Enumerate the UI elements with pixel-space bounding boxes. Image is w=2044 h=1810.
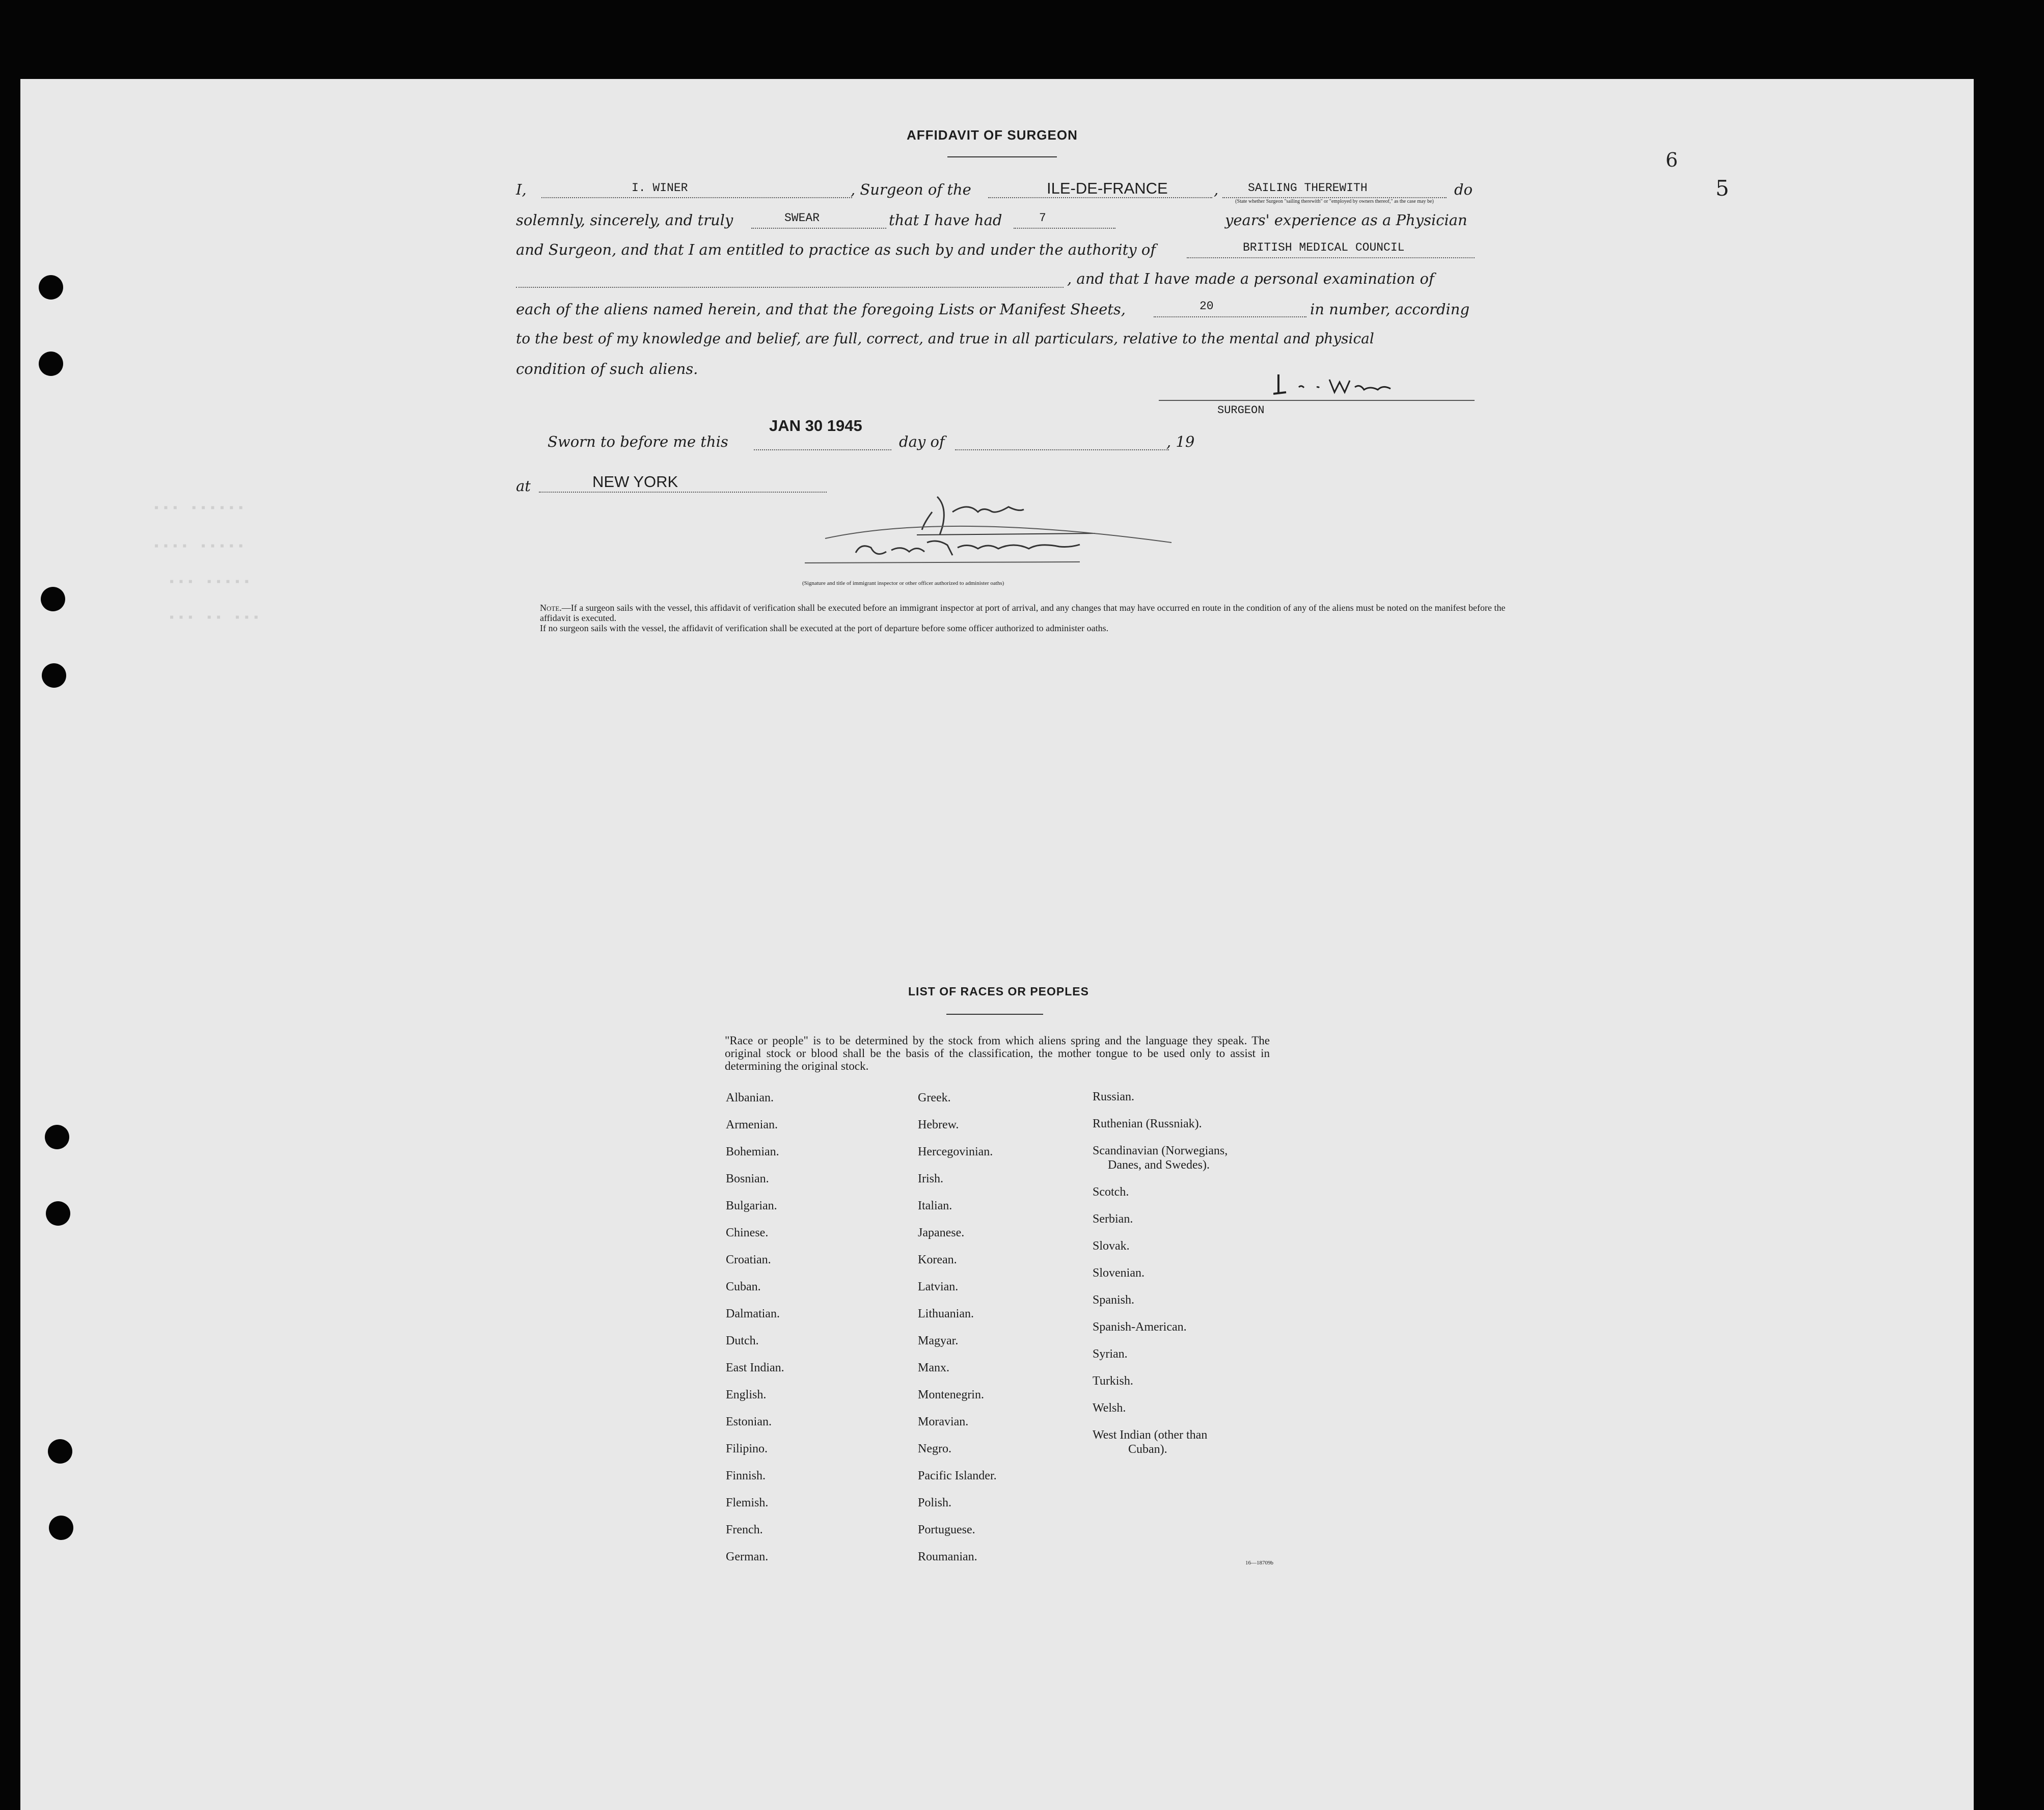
- affidavit-text: , and that I have made a personal examination of: [1067, 270, 1434, 287]
- race-item: French.: [726, 1523, 763, 1536]
- binder-hole: [41, 587, 65, 611]
- races-column-2: [918, 1091, 997, 1577]
- affidavit-text: and Surgeon, and that I am entitled to practice as such by and under the authority of: [516, 241, 1156, 258]
- affidavit-text: condition of such aliens.: [516, 360, 698, 377]
- month-line: [955, 449, 1169, 450]
- race-item: Manx.: [918, 1361, 949, 1374]
- race-item: Danes, and Swedes).: [1108, 1158, 1210, 1172]
- race-item: Finnish.: [726, 1469, 766, 1482]
- race-item: Flemish.: [726, 1496, 769, 1509]
- race-item: Irish.: [918, 1172, 943, 1185]
- surgeon-name-line: [541, 197, 852, 198]
- race-item: Slovenian.: [1093, 1266, 1144, 1280]
- race-item: Spanish.: [1093, 1293, 1135, 1307]
- sworn-date-stamp: JAN 30 1945: [769, 417, 862, 435]
- bleed-through: ▪▪▪ ▪▪▪▪▪: [168, 576, 253, 589]
- race-item: Korean.: [918, 1253, 957, 1266]
- place-stamp: NEW YORK: [592, 473, 678, 491]
- binder-hole: [49, 1516, 73, 1540]
- affidavit-title: AFFIDAVIT OF SURGEON: [907, 127, 1078, 143]
- at-label: at: [516, 477, 531, 495]
- note-text-2: If no surgeon sails with the vessel, the affidavit of verification shall be executed at the port of departure before some officer authorized to administer oaths.: [540, 623, 1109, 633]
- race-item: German.: [726, 1550, 769, 1563]
- binder-hole: [45, 1125, 69, 1149]
- affidavit-text: , Surgeon of the: [851, 181, 971, 198]
- sworn-text: day of: [899, 433, 945, 450]
- race-item: Lithuanian.: [918, 1307, 974, 1320]
- race-item: Armenian.: [726, 1118, 778, 1131]
- race-item: Croatian.: [726, 1253, 771, 1266]
- race-item: Dalmatian.: [726, 1307, 780, 1320]
- race-item: Bohemian.: [726, 1145, 779, 1158]
- place-line: [539, 492, 827, 493]
- races-column-1: [726, 1091, 784, 1577]
- note-label: Note.: [540, 603, 562, 613]
- affidavit-text: to the best of my knowledge and belief, are full, correct, and true in all particulars, relative to the mental and physical: [516, 330, 1374, 347]
- affidavit-text: ,: [1214, 181, 1219, 198]
- sheet-count: 20: [1200, 300, 1214, 313]
- sheet-count-line: [1154, 316, 1306, 317]
- sailing-status-note: (State whether Surgeon "sailing therewith" or "employed by owners thereof," as the case may be): [1235, 199, 1434, 204]
- race-item: Ruthenian (Russniak).: [1093, 1117, 1202, 1130]
- authority: BRITISH MEDICAL COUNCIL: [1243, 241, 1405, 254]
- race-item: Scandinavian (Norwegians,: [1093, 1144, 1228, 1157]
- ship-name: ILE-DE-FRANCE: [1047, 179, 1168, 197]
- binder-hole: [39, 275, 63, 300]
- race-item: Cuban.: [726, 1280, 761, 1293]
- surgeon-label: SURGEON: [1217, 404, 1265, 417]
- race-item: Scotch.: [1093, 1185, 1129, 1199]
- surgeon-signature-line: [1159, 400, 1475, 401]
- years-line: [1014, 228, 1115, 229]
- affidavit-text: that I have had: [889, 211, 1002, 229]
- binder-hole: [39, 352, 63, 376]
- race-item: Roumanian.: [918, 1550, 977, 1563]
- races-intro: "Race or people" is to be determined by the stock from which aliens spring and the language they speak. The original stock or blood shall be the basis of the classification, the mother tongue to be used only to assist in determining the original stock.: [725, 1034, 1270, 1072]
- form-code: 16—18709b: [1245, 1560, 1273, 1566]
- years-experience: 7: [1039, 211, 1046, 225]
- race-item: Negro.: [918, 1442, 951, 1455]
- race-item: Russian.: [1093, 1090, 1135, 1103]
- races-column-3: [1093, 1090, 1228, 1470]
- race-item: Serbian.: [1093, 1212, 1133, 1226]
- binder-hole: [42, 663, 66, 688]
- race-item: Moravian.: [918, 1415, 969, 1428]
- affidavit-text: solemnly, sincerely, and truly: [516, 211, 733, 229]
- race-item: Montenegrin.: [918, 1388, 984, 1401]
- bleed-through: ▪▪▪▪ ▪▪▪▪▪: [153, 540, 247, 554]
- race-item: Italian.: [918, 1199, 952, 1212]
- race-item: Bosnian.: [726, 1172, 769, 1185]
- race-item: Polish.: [918, 1496, 952, 1509]
- inspector-caption: (Signature and title of immigrant inspector or other officer authorized to administer oaths): [802, 580, 1004, 586]
- race-item: Albanian.: [726, 1091, 774, 1104]
- authority-line: [1187, 257, 1475, 258]
- affidavit-text: in number, according: [1310, 301, 1470, 318]
- page-number: 5: [1715, 176, 1729, 201]
- race-item: Syrian.: [1093, 1347, 1128, 1361]
- bleed-through: ▪▪▪ ▪▪ ▪▪▪: [168, 611, 262, 625]
- surgeon-name: I. WINER: [632, 181, 688, 195]
- race-item: West Indian (other than: [1093, 1428, 1208, 1442]
- race-item: East Indian.: [726, 1361, 784, 1374]
- sailing-status-line: [1222, 197, 1447, 198]
- race-item: Turkish.: [1093, 1374, 1133, 1388]
- race-item: Dutch.: [726, 1334, 759, 1347]
- corner-mark: 6: [1666, 149, 1678, 171]
- race-item: Bulgarian.: [726, 1199, 777, 1212]
- inspector-signature: [795, 492, 1182, 588]
- race-item: Hercegovinian.: [918, 1145, 993, 1158]
- note-text-1: —If a surgeon sails with the vessel, this affidavit of verification shall be executed before an immigrant inspector at port of arrival, and any changes that may have occurred en route in the condition of any of the aliens must be noted on the manifest before the affidavit is executed.: [540, 603, 1506, 623]
- races-title-underline: [946, 1014, 1043, 1015]
- binder-hole: [48, 1439, 72, 1464]
- race-item: Filipino.: [726, 1442, 768, 1455]
- oath-type: SWEAR: [784, 211, 820, 225]
- race-item: Japanese.: [918, 1226, 965, 1239]
- race-item: Greek.: [918, 1091, 951, 1104]
- race-item: Spanish-American.: [1093, 1320, 1187, 1334]
- oath-line: [751, 228, 886, 229]
- affidavit-note: [540, 603, 1518, 633]
- races-title: LIST OF RACES OR PEOPLES: [908, 985, 1089, 998]
- race-item: Hebrew.: [918, 1118, 959, 1131]
- race-item: Welsh.: [1093, 1401, 1126, 1415]
- race-item: Chinese.: [726, 1226, 769, 1239]
- sworn-date-line: [754, 449, 891, 450]
- race-item: Estonian.: [726, 1415, 772, 1428]
- title-underline: [947, 156, 1057, 157]
- sworn-text: Sworn to before me this: [548, 433, 728, 450]
- race-item: Cuban).: [1128, 1443, 1167, 1456]
- affidavit-text: each of the aliens named herein, and that the foregoing Lists or Manifest Sheets,: [516, 301, 1126, 318]
- race-item: Portuguese.: [918, 1523, 975, 1536]
- binder-hole: [46, 1201, 70, 1226]
- race-item: English.: [726, 1388, 767, 1401]
- race-item: Pacific Islander.: [918, 1469, 997, 1482]
- authority-line-2: [516, 287, 1064, 288]
- race-item: Slovak.: [1093, 1239, 1130, 1253]
- affidavit-text: do: [1454, 181, 1473, 198]
- race-item: Magyar.: [918, 1334, 959, 1347]
- affidavit-text: years' experience as a Physician: [1225, 211, 1467, 229]
- bleed-through: ▪▪▪ ▪▪▪▪▪▪: [153, 502, 247, 516]
- surgeon-signature: [1273, 364, 1406, 400]
- affidavit-text: I,: [516, 181, 527, 198]
- sailing-status: SAILING THEREWITH: [1248, 181, 1368, 195]
- sworn-text: , 19: [1166, 433, 1195, 450]
- race-item: Latvian.: [918, 1280, 959, 1293]
